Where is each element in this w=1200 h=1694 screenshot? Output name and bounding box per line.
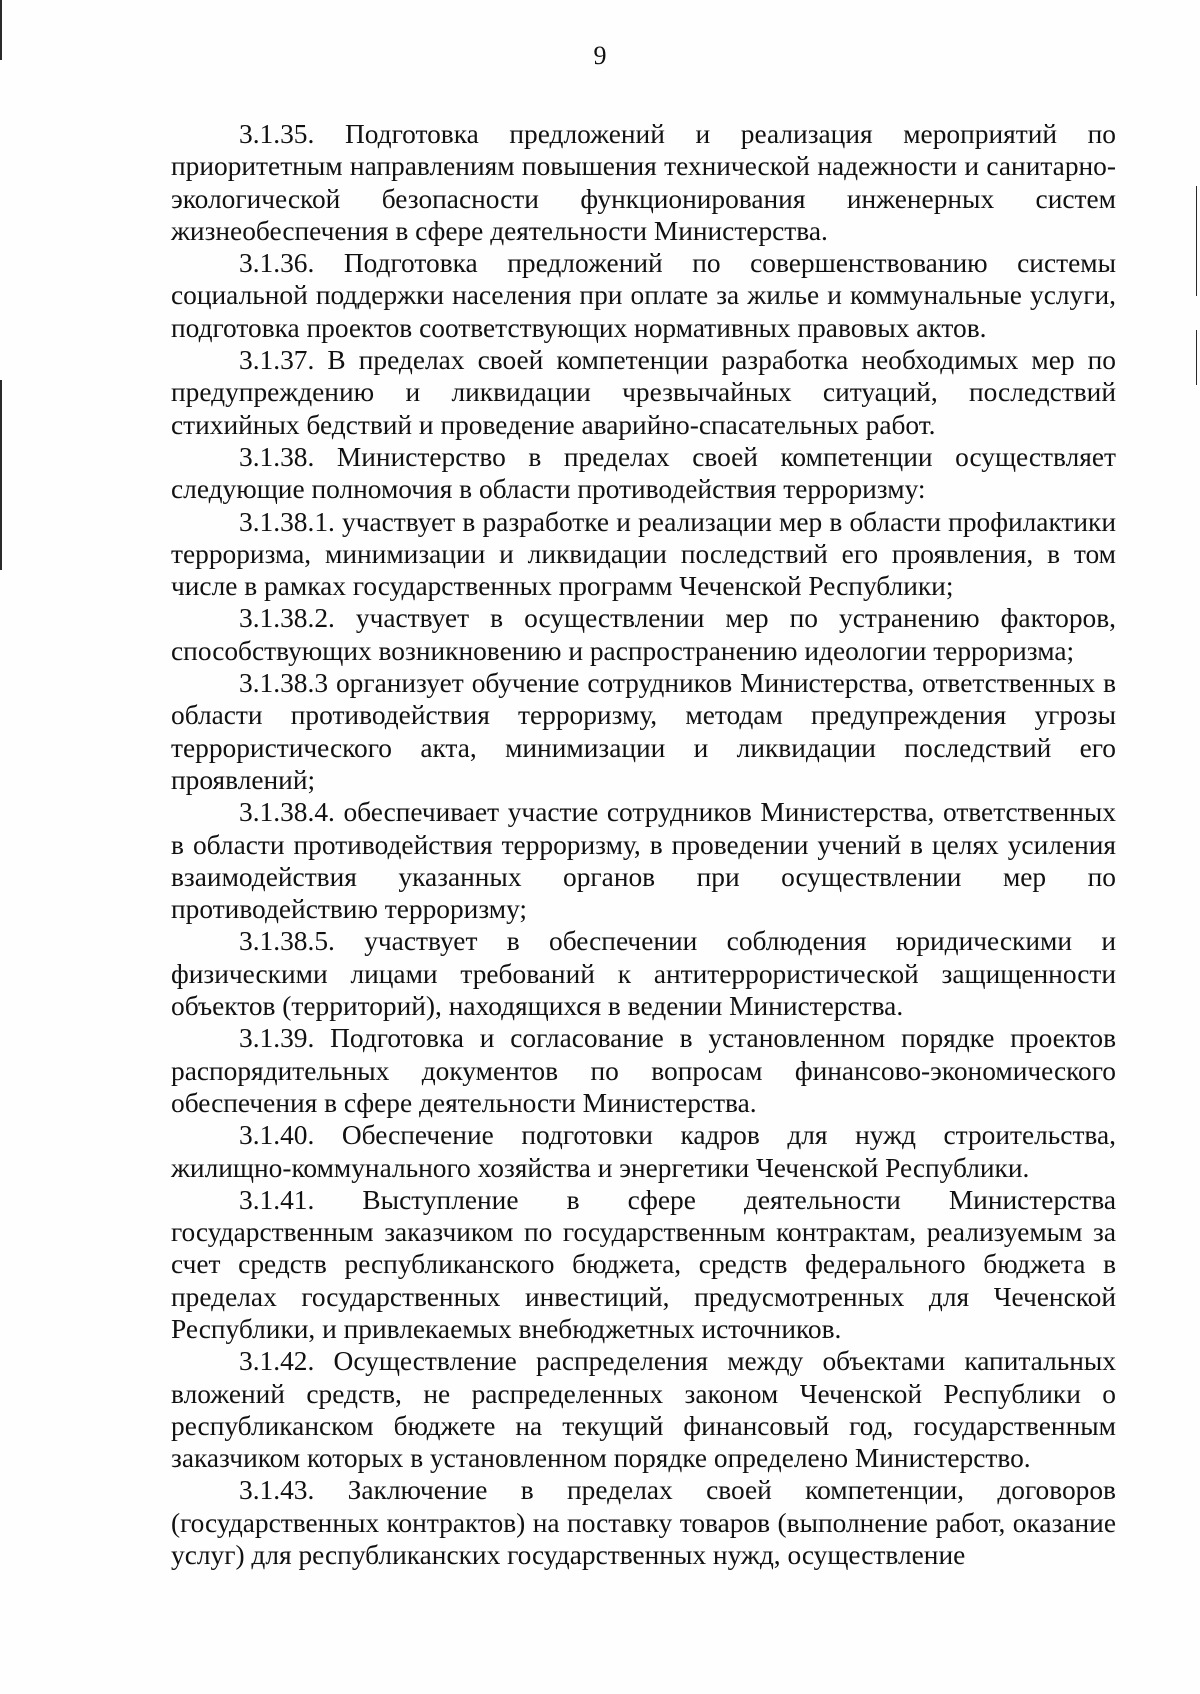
paragraph-3-1-38-3: 3.1.38.3 организует обучение сотрудников Министерства, ответственных в области противодействия терроризму, методам предупреждения угрозы террористического акта, минимизации и ликвидации последствий его проявлений; — [171, 668, 1116, 795]
paragraph-3-1-38: 3.1.38. Министерство в пределах своей компетенции осуществляет следующие полномочия в области противодействия терроризму: — [171, 441, 1116, 505]
document-body — [171, 118, 1116, 1571]
page-number: 9 — [593, 41, 607, 70]
paragraph-3-1-39: 3.1.39. Подготовка и согласование в установленном порядке проектов распорядительных документов по вопросам финансово-экономического обеспечения в сфере деятельности Министерства. — [171, 1023, 1116, 1118]
paragraph-3-1-35: 3.1.35. Подготовка предложений и реализация мероприятий по приоритетным направлениям повышения технической надежности и санитарно-экологической безопасности функционирования инженерных систем жизнеобеспечения в сфере деятельности Министерства. — [171, 119, 1116, 246]
scan-edge-mark — [1196, 330, 1197, 385]
scan-edge-mark — [0, 380, 2, 570]
paragraph-3-1-38-2: 3.1.38.2. участвует в осуществлении мер по устранению факторов, способствующих возникновению и распространению идеологии терроризма; — [171, 603, 1116, 666]
paragraph-3-1-38-5: 3.1.38.5. участвует в обеспечении соблюдения юридическими и физическими лицами требований к антитеррористической защищенности объектов (территорий), находящихся в ведении Министерства. — [171, 926, 1116, 1022]
scan-edge-mark — [1196, 186, 1197, 296]
paragraph-3-1-42: 3.1.42. Осуществление распределения между объектами капитальных вложений средств, не распределенных законом Чеченской Республики о республиканском бюджете на текущий финансовый год, государственным заказчиком которых в установленном порядке определено Министерство. — [171, 1346, 1116, 1474]
paragraph-3-1-38-1: 3.1.38.1. участвует в разработке и реализации мер в области профилактики терроризма, минимизации и ликвидации последствий его проявления, в том числе в рамках государственных программ Чеченской Республики; — [171, 506, 1116, 602]
paragraph-3-1-37: 3.1.37. В пределах своей компетенции разработка необходимых мер по предупреждению и ликвидации чрезвычайных ситуаций, последствий стихийных бедствий и проведение аварийно-спасательных работ. — [171, 345, 1116, 440]
paragraph-3-1-36: 3.1.36. Подготовка предложений по совершенствованию системы социальной поддержки населения при оплате за жилье и коммунальные услуги, подготовка проектов соответствующих нормативных правовых актов. — [171, 248, 1116, 343]
paragraph-3-1-38-4: 3.1.38.4. обеспечивает участие сотрудников Министерства, ответственных в области противодействия терроризму, в проведении учений в целях усиления взаимодействия указанных органов при осуществлении мер по противодействию терроризму; — [171, 797, 1116, 925]
paragraph-3-1-40: 3.1.40. Обеспечение подготовки кадров для нужд строительства, жилищно-коммунального хозяйства и энергетики Чеченской Республики. — [171, 1120, 1116, 1183]
paragraph-3-1-41: 3.1.41. Выступление в сфере деятельности Министерства государственным заказчиком по государственным контрактам, реализуемым за счет средств республиканского бюджета, средств федерального бюджета в пределах государственных инвестиций, предусмотренных для Чеченской Республики, и привлекаемых внебюджетных источников. — [171, 1184, 1116, 1344]
paragraph-3-1-43: 3.1.43. Заключение в пределах своей компетенции, договоров (государственных контрактов) на поставку товаров (выполнение работ, оказание услуг) для республиканских государственных нужд, осуществление — [171, 1475, 1116, 1571]
